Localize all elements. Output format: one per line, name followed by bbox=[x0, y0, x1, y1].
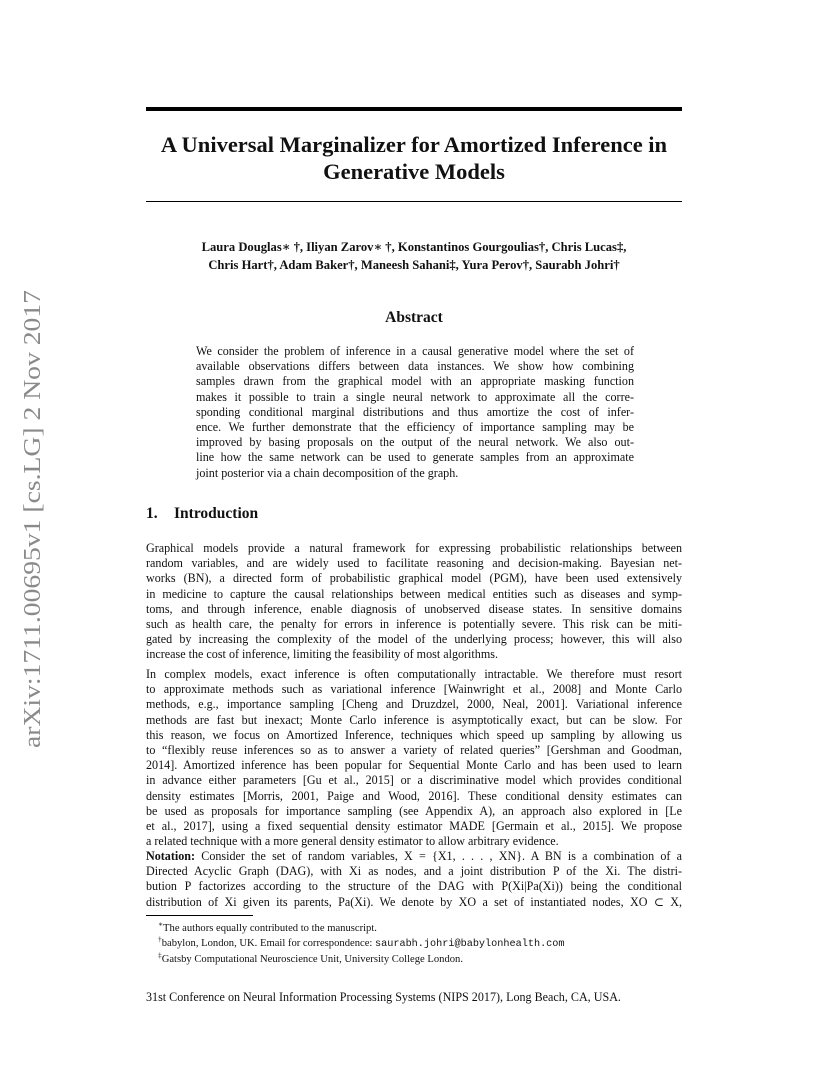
section-number: 1. bbox=[146, 505, 158, 522]
title-line-2: Generative Models bbox=[323, 159, 505, 184]
abstract-line: samples drawn from the graphical model with an appropriate masking function bbox=[196, 374, 634, 389]
intro-paragraph-2 bbox=[146, 667, 682, 849]
correspondence-email[interactable]: saurabh.johri@babylonhealth.com bbox=[375, 939, 565, 950]
section-heading-introduction bbox=[146, 505, 258, 523]
title-line-1: A Universal Marginalizer for Amortized Inference in bbox=[160, 132, 668, 157]
paragraph-line: to “flexibly reuse inferences so as to answer a variety of related queries” [Gershman and Goodman, bbox=[146, 742, 682, 757]
paragraph-line: density estimates [Morris, 2001, Paige and Wood, 2016]. These conditional density estimates can bbox=[146, 788, 682, 803]
footnote-text: babylon, London, UK. Email for correspondence: bbox=[161, 938, 375, 949]
paragraph-line: be used as proposals for importance sampling (see Appendix A), an approach also explored in [Le bbox=[146, 803, 682, 818]
paragraph-line: such as health care, the penalty for errors in inference is potentially severe. This risk can be miti- bbox=[146, 616, 682, 631]
paragraph-line: gated by increasing the complexity of the model of the underlying process; however, this will also bbox=[146, 632, 682, 647]
footnote-mark: ∗ bbox=[158, 919, 164, 929]
abstract-line: makes it possible to train a single neural network to approximate all the corre- bbox=[196, 389, 634, 404]
footnote-affiliation-gatsby bbox=[146, 952, 682, 967]
authors-line-1: Laura Douglas∗ †, Iliyan Zarov∗ †, Konstantinos Gourgoulias†, Chris Lucas‡, bbox=[201, 240, 627, 254]
paragraph-line: random variables, and are widely used to facilitate reasoning and decision-making. Bayesian net- bbox=[146, 556, 682, 571]
abstract-line: We consider the problem of inference in a causal generative model where the set of bbox=[196, 344, 634, 358]
footnote-text: Gatsby Computational Neuroscience Unit, University College London. bbox=[161, 954, 463, 965]
abstract-line: joint posterior via a chain decomposition of the graph. bbox=[196, 465, 459, 480]
footnote-mark: ‡ bbox=[158, 950, 162, 960]
footnote-mark: † bbox=[158, 934, 162, 944]
footnote-affiliation-babylon bbox=[146, 936, 682, 952]
paragraph-line: increase the cost of inference, limiting the feasibility of most algorithms. bbox=[146, 647, 498, 662]
authors-line-2: Chris Hart†, Adam Baker†, Maneesh Sahani‡, Yura Perov†, Saurabh Johri† bbox=[208, 258, 620, 272]
title-bottom-rule bbox=[146, 201, 682, 202]
section-title: Introduction bbox=[174, 505, 259, 522]
notation-paragraph bbox=[146, 849, 682, 910]
paragraph-line: Graphical models provide a natural framework for expressing probabilistic relationships between bbox=[146, 541, 682, 555]
paragraph-line: in medicine to capture the causal relationships between medical entities such as diseases and symp- bbox=[146, 586, 682, 601]
paragraph-line: methods are fast but inexact; Monte Carlo inference is asymptotically exact, but can be slow. For bbox=[146, 712, 682, 727]
abstract-line: improved by basing proposals on the output of the neural network. We also out- bbox=[196, 435, 634, 450]
paper-title bbox=[146, 131, 682, 185]
paragraph-line: a related technique with a more general density estimator to allow arbitrary evidence. bbox=[146, 834, 559, 849]
footnote-text: The authors equally contributed to the manuscript. bbox=[163, 923, 377, 934]
paragraph-line: Directed Acyclic Graph (DAG), with Xi as nodes, and a joint distribution P of the Xi. The distri- bbox=[146, 864, 682, 879]
paragraph-line: toms, and through inference, enable diagnosis of unobserved disease states. In sensitive domains bbox=[146, 601, 682, 616]
notation-label: Notation: bbox=[146, 849, 196, 863]
paragraph-line: distribution of Xi given its parents, Pa(Xi). We denote by XO a set of instantiated nodes, XO ⊂ X, bbox=[146, 894, 682, 909]
abstract-body bbox=[196, 344, 634, 481]
arxiv-stamp bbox=[10, 290, 50, 750]
author-list bbox=[146, 238, 682, 274]
abstract-line: line how the same network can be used to generate samples from an approximate bbox=[196, 450, 634, 465]
arxiv-stamp-text: arXiv:1711.00695v1 [cs.LG] 2 Nov 2017 bbox=[19, 341, 46, 748]
paragraph-line: bution P factorizes according to the structure of the DAG with P(Xi|Pa(Xi)) being the conditional bbox=[146, 879, 682, 894]
paragraph-line: 2014]. Amortized inference has been popular for Sequential Monte Carlo and has been used to learn bbox=[146, 758, 682, 773]
title-top-rule bbox=[146, 107, 682, 111]
intro-paragraph-1 bbox=[146, 541, 682, 663]
footnote-equal-contribution bbox=[146, 921, 682, 936]
conference-footer: 31st Conference on Neural Information Processing Systems (NIPS 2017), Long Beach, CA, USA. bbox=[146, 990, 621, 1004]
paragraph-line: In complex models, exact inference is often computationally intractable. We therefore must resort bbox=[146, 667, 682, 681]
abstract-line: available observations differs between data instances. We show how combining bbox=[196, 359, 634, 374]
footnote-rule bbox=[146, 915, 253, 916]
paragraph-line: in advance either parameters [Gu et al., 2015] or a discriminative model which provides conditional bbox=[146, 773, 682, 788]
paragraph-line: this reason, we focus on Amortized Inference, techniques which speed up sampling by allowing us bbox=[146, 727, 682, 742]
abstract-line: ence. We further demonstrate that the efficiency of importance sampling may be bbox=[196, 419, 634, 434]
abstract-heading: Abstract bbox=[385, 309, 443, 326]
paragraph-line: et al., 2017], using a fixed sequential density estimator MADE [Germain et al., 2015]. We propose bbox=[146, 818, 682, 833]
footnotes bbox=[146, 921, 682, 967]
abstract-line: sponding conditional marginal distributions and thus amortize the cost of infer- bbox=[196, 404, 634, 419]
notation-line-1: Consider the set of random variables, X = {X1, . . . , XN}. A BN is a combination of a bbox=[195, 849, 682, 863]
paragraph-line: methods, e.g., importance sampling [Cheng and Druzdzel, 2000, Neal, 2001]. Variational inference bbox=[146, 697, 682, 712]
paragraph-line bbox=[146, 849, 682, 864]
paragraph-line: to approximate methods such as variational inference [Wainwright et al., 2008] and Monte Carlo bbox=[146, 682, 682, 697]
paragraph-line: works (BN), a directed form of probabilistic graphical model (PGM), have been used extensively bbox=[146, 571, 682, 586]
